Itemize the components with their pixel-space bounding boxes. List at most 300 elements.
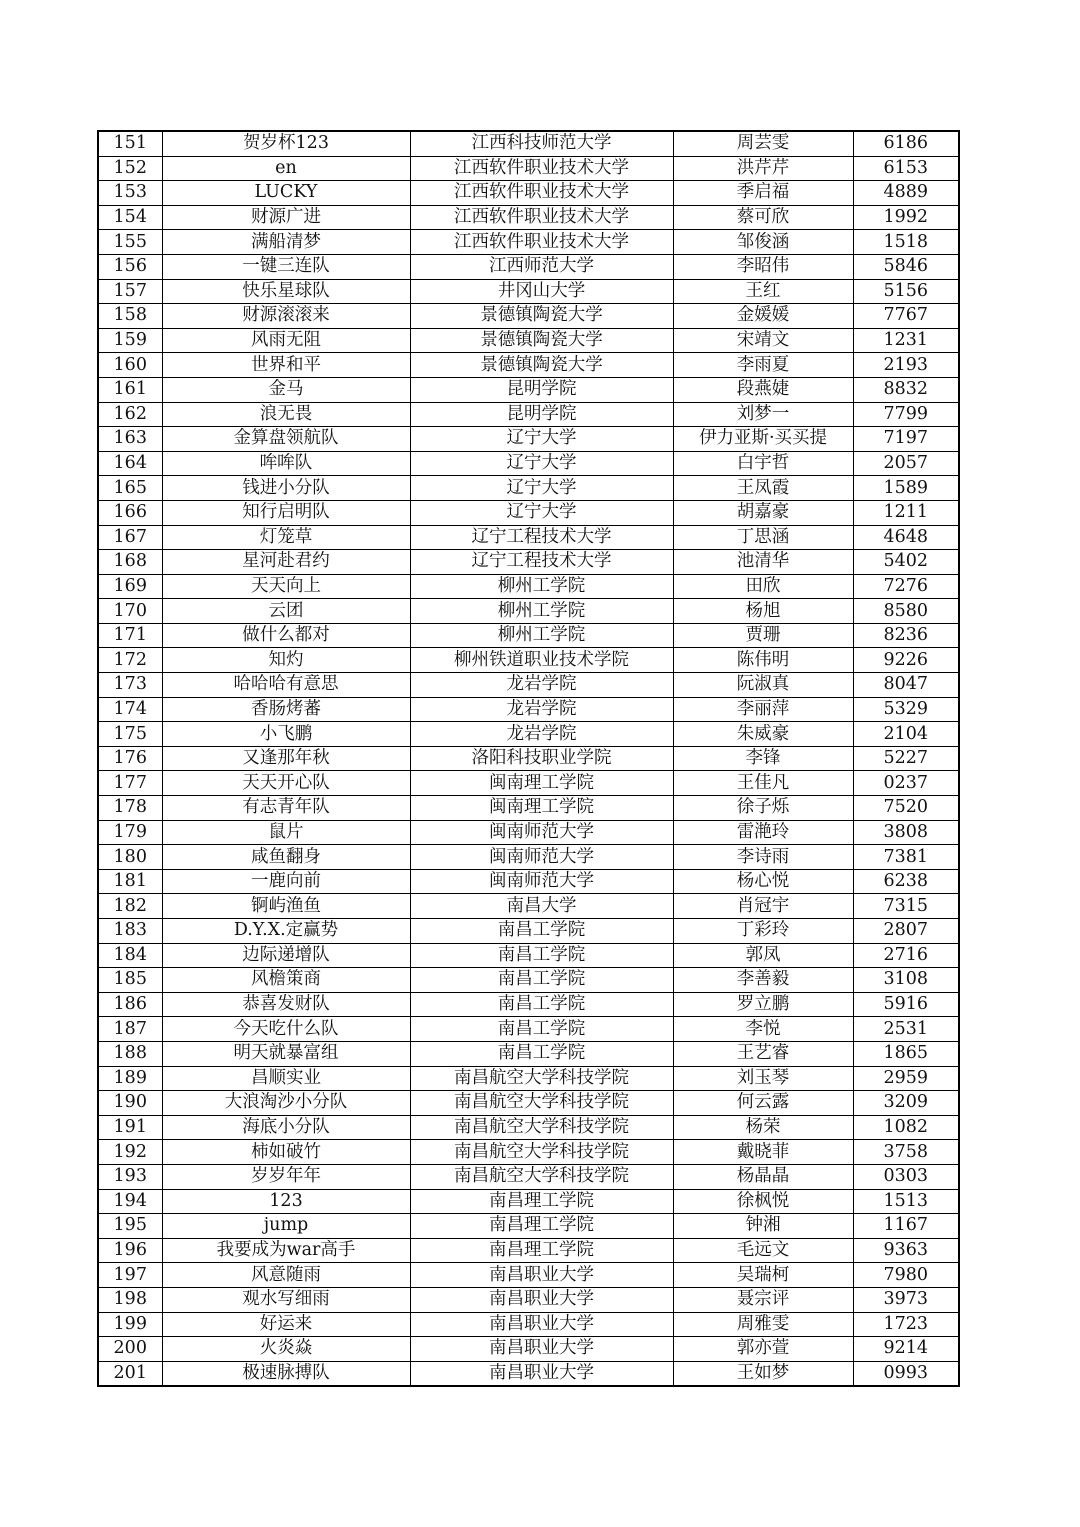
team-name-cell: 哈哈哈有意思 [162,673,410,698]
table-row [98,1214,959,1239]
captain-name-cell: 季启福 [673,181,853,206]
captain-name-cell: 金媛媛 [673,304,853,329]
table-row [98,919,959,944]
team-name-cell: LUCKY [162,181,410,206]
table-row [98,451,959,476]
team-name-cell: 锕屿渔鱼 [162,894,410,919]
school-name-cell: 南昌航空大学科技学院 [410,1115,673,1140]
school-name-cell: 景德镇陶瓷大学 [410,304,673,329]
row-number-cell: 195 [98,1214,162,1239]
row-number-cell: 189 [98,1066,162,1091]
team-name-cell: 昌顺实业 [162,1066,410,1091]
team-code-cell: 2959 [853,1066,959,1091]
team-name-cell: 贺岁杯123 [162,131,410,156]
team-code-cell: 1723 [853,1312,959,1337]
row-number-cell: 186 [98,992,162,1017]
captain-name-cell: 罗立鹏 [673,992,853,1017]
table-row [98,771,959,796]
captain-name-cell: 池清华 [673,550,853,575]
school-name-cell: 井冈山大学 [410,279,673,304]
captain-name-cell: 杨晶晶 [673,1164,853,1189]
table-row [98,746,959,771]
captain-name-cell: 肖冠宇 [673,894,853,919]
table-row [98,1312,959,1337]
row-number-cell: 200 [98,1337,162,1362]
table-row [98,1017,959,1042]
captain-name-cell: 丁思涵 [673,525,853,550]
team-name-cell: 风雨无阻 [162,328,410,353]
captain-name-cell: 段燕婕 [673,377,853,402]
table-row [98,673,959,698]
row-number-cell: 196 [98,1238,162,1263]
row-number-cell: 177 [98,771,162,796]
team-code-cell: 0237 [853,771,959,796]
captain-name-cell: 王红 [673,279,853,304]
team-code-cell: 0303 [853,1164,959,1189]
table-row [98,1263,959,1288]
team-code-cell: 4889 [853,181,959,206]
team-name-cell: 哞哞队 [162,451,410,476]
team-code-cell: 1211 [853,500,959,525]
captain-name-cell: 郭凤 [673,943,853,968]
team-code-cell: 3758 [853,1140,959,1165]
captain-name-cell: 王凤霞 [673,476,853,501]
table-row [98,648,959,673]
row-number-cell: 170 [98,599,162,624]
table-row [98,1361,959,1386]
row-number-cell: 162 [98,402,162,427]
captain-name-cell: 雷滟玲 [673,820,853,845]
row-number-cell: 175 [98,722,162,747]
school-name-cell: 闽南理工学院 [410,771,673,796]
row-number-cell: 160 [98,353,162,378]
team-name-cell: 柿如破竹 [162,1140,410,1165]
captain-name-cell: 徐子烁 [673,796,853,821]
table-row [98,796,959,821]
table-row [98,623,959,648]
school-name-cell: 南昌职业大学 [410,1312,673,1337]
captain-name-cell: 王如梦 [673,1361,853,1386]
row-number-cell: 157 [98,279,162,304]
table-row [98,599,959,624]
row-number-cell: 153 [98,181,162,206]
row-number-cell: 167 [98,525,162,550]
row-number-cell: 184 [98,943,162,968]
captain-name-cell: 杨旭 [673,599,853,624]
captain-name-cell: 郭亦萱 [673,1337,853,1362]
team-name-cell: 有志青年队 [162,796,410,821]
row-number-cell: 176 [98,746,162,771]
school-name-cell: 柳州工学院 [410,599,673,624]
captain-name-cell: 宋靖文 [673,328,853,353]
team-name-cell: 做什么都对 [162,623,410,648]
row-number-cell: 161 [98,377,162,402]
team-code-cell: 1231 [853,328,959,353]
team-code-cell: 3808 [853,820,959,845]
team-name-cell: 灯笼草 [162,525,410,550]
captain-name-cell: 邹俊涵 [673,230,853,255]
school-name-cell: 南昌航空大学科技学院 [410,1164,673,1189]
team-name-cell: 极速脉搏队 [162,1361,410,1386]
team-name-cell: 岁岁年年 [162,1164,410,1189]
school-name-cell: 南昌理工学院 [410,1189,673,1214]
captain-name-cell: 田欣 [673,574,853,599]
team-code-cell: 2716 [853,943,959,968]
team-code-cell: 8047 [853,673,959,698]
captain-name-cell: 李丽萍 [673,697,853,722]
school-name-cell: 辽宁大学 [410,427,673,452]
school-name-cell: 南昌航空大学科技学院 [410,1140,673,1165]
table-row [98,230,959,255]
captain-name-cell: 贾珊 [673,623,853,648]
team-code-cell: 5402 [853,550,959,575]
row-number-cell: 180 [98,845,162,870]
table-row [98,279,959,304]
team-code-cell: 5916 [853,992,959,1017]
team-name-cell: D.Y.X.定赢势 [162,919,410,944]
school-name-cell: 辽宁工程技术大学 [410,550,673,575]
school-name-cell: 南昌工学院 [410,992,673,1017]
team-name-cell: 金算盘领航队 [162,427,410,452]
school-name-cell: 昆明学院 [410,377,673,402]
captain-name-cell: 何云露 [673,1091,853,1116]
captain-name-cell: 白宇哲 [673,451,853,476]
table-row [98,156,959,181]
team-name-cell: 123 [162,1189,410,1214]
school-name-cell: 闽南师范大学 [410,869,673,894]
table-row [98,697,959,722]
team-name-cell: 小飞鹏 [162,722,410,747]
team-name-cell: 又逢那年秋 [162,746,410,771]
team-code-cell: 1589 [853,476,959,501]
team-code-cell: 2807 [853,919,959,944]
team-name-cell: 我要成为war高手 [162,1238,410,1263]
school-name-cell: 南昌职业大学 [410,1263,673,1288]
table-row [98,1238,959,1263]
team-table [97,130,960,1387]
school-name-cell: 洛阳科技职业学院 [410,746,673,771]
team-code-cell: 9214 [853,1337,959,1362]
captain-name-cell: 李雨夏 [673,353,853,378]
row-number-cell: 178 [98,796,162,821]
team-code-cell: 6238 [853,869,959,894]
row-number-cell: 201 [98,1361,162,1386]
captain-name-cell: 李善毅 [673,968,853,993]
table-row [98,845,959,870]
row-number-cell: 182 [98,894,162,919]
team-code-cell: 2531 [853,1017,959,1042]
captain-name-cell: 朱威豪 [673,722,853,747]
captain-name-cell: 王佳凡 [673,771,853,796]
captain-name-cell: 阮淑真 [673,673,853,698]
table-row [98,525,959,550]
school-name-cell: 辽宁大学 [410,500,673,525]
team-name-cell: 天天开心队 [162,771,410,796]
table-row [98,1091,959,1116]
team-code-cell: 5156 [853,279,959,304]
captain-name-cell: 周雅雯 [673,1312,853,1337]
school-name-cell: 闽南师范大学 [410,845,673,870]
captain-name-cell: 李悦 [673,1017,853,1042]
team-code-cell: 6186 [853,131,959,156]
team-code-cell: 1513 [853,1189,959,1214]
table-row [98,869,959,894]
table-row [98,550,959,575]
school-name-cell: 辽宁大学 [410,451,673,476]
team-code-cell: 7276 [853,574,959,599]
row-number-cell: 171 [98,623,162,648]
school-name-cell: 柳州工学院 [410,623,673,648]
school-name-cell: 江西软件职业技术大学 [410,181,673,206]
row-number-cell: 179 [98,820,162,845]
team-code-cell: 6153 [853,156,959,181]
school-name-cell: 柳州工学院 [410,574,673,599]
table-row [98,943,959,968]
row-number-cell: 198 [98,1287,162,1312]
team-code-cell: 7767 [853,304,959,329]
school-name-cell: 南昌工学院 [410,1017,673,1042]
school-name-cell: 南昌职业大学 [410,1337,673,1362]
team-code-cell: 1865 [853,1041,959,1066]
team-code-cell: 2104 [853,722,959,747]
row-number-cell: 190 [98,1091,162,1116]
team-name-cell: 火炎焱 [162,1337,410,1362]
row-number-cell: 185 [98,968,162,993]
school-name-cell: 龙岩学院 [410,697,673,722]
school-name-cell: 南昌工学院 [410,1041,673,1066]
table-row [98,1115,959,1140]
team-code-cell: 4648 [853,525,959,550]
table-row [98,500,959,525]
team-name-cell: 满船清梦 [162,230,410,255]
school-name-cell: 龙岩学院 [410,722,673,747]
team-code-cell: 9363 [853,1238,959,1263]
team-code-cell: 3209 [853,1091,959,1116]
captain-name-cell: 李昭伟 [673,254,853,279]
team-name-cell: 今天吃什么队 [162,1017,410,1042]
team-table-body [98,131,959,1386]
team-name-cell: 一键三连队 [162,254,410,279]
table-row [98,722,959,747]
team-code-cell: 3108 [853,968,959,993]
row-number-cell: 168 [98,550,162,575]
team-name-cell: 财源广进 [162,205,410,230]
team-code-cell: 5846 [853,254,959,279]
table-row [98,1287,959,1312]
school-name-cell: 江西科技师范大学 [410,131,673,156]
team-code-cell: 5227 [853,746,959,771]
captain-name-cell: 李诗雨 [673,845,853,870]
team-name-cell: 咸鱼翻身 [162,845,410,870]
row-number-cell: 181 [98,869,162,894]
team-name-cell: 海底小分队 [162,1115,410,1140]
team-code-cell: 1167 [853,1214,959,1239]
team-name-cell: 香肠烤蕃 [162,697,410,722]
table-row [98,205,959,230]
team-name-cell: 浪无畏 [162,402,410,427]
team-code-cell: 1082 [853,1115,959,1140]
team-code-cell: 5329 [853,697,959,722]
captain-name-cell: 吴瑞柯 [673,1263,853,1288]
table-row [98,131,959,156]
captain-name-cell: 周芸雯 [673,131,853,156]
team-name-cell: 星河赴君约 [162,550,410,575]
team-code-cell: 7980 [853,1263,959,1288]
table-row [98,328,959,353]
school-name-cell: 景德镇陶瓷大学 [410,328,673,353]
team-code-cell: 7381 [853,845,959,870]
team-name-cell: 鼠片 [162,820,410,845]
table-row [98,1066,959,1091]
captain-name-cell: 蔡可欣 [673,205,853,230]
row-number-cell: 187 [98,1017,162,1042]
captain-name-cell: 刘梦一 [673,402,853,427]
captain-name-cell: 聂宗评 [673,1287,853,1312]
school-name-cell: 南昌理工学院 [410,1238,673,1263]
team-name-cell: 知行启明队 [162,500,410,525]
team-name-cell: 边际递增队 [162,943,410,968]
table-row [98,1041,959,1066]
team-code-cell: 8832 [853,377,959,402]
table-row [98,476,959,501]
captain-name-cell: 洪芹芹 [673,156,853,181]
team-code-cell: 7197 [853,427,959,452]
row-number-cell: 152 [98,156,162,181]
row-number-cell: 169 [98,574,162,599]
school-name-cell: 龙岩学院 [410,673,673,698]
team-code-cell: 1518 [853,230,959,255]
team-name-cell: 恭喜发财队 [162,992,410,1017]
row-number-cell: 159 [98,328,162,353]
captain-name-cell: 刘玉琴 [673,1066,853,1091]
team-name-cell: 一鹿向前 [162,869,410,894]
school-name-cell: 闽南师范大学 [410,820,673,845]
row-number-cell: 173 [98,673,162,698]
school-name-cell: 南昌理工学院 [410,1214,673,1239]
team-name-cell: 钱进小分队 [162,476,410,501]
row-number-cell: 163 [98,427,162,452]
team-code-cell: 9226 [853,648,959,673]
captain-name-cell: 陈伟明 [673,648,853,673]
table-row [98,992,959,1017]
captain-name-cell: 钟湘 [673,1214,853,1239]
row-number-cell: 192 [98,1140,162,1165]
team-name-cell: jump [162,1214,410,1239]
team-name-cell: 大浪淘沙小分队 [162,1091,410,1116]
row-number-cell: 197 [98,1263,162,1288]
team-code-cell: 8236 [853,623,959,648]
school-name-cell: 南昌航空大学科技学院 [410,1066,673,1091]
team-code-cell: 2193 [853,353,959,378]
school-name-cell: 南昌工学院 [410,968,673,993]
team-name-cell: en [162,156,410,181]
table-row [98,820,959,845]
school-name-cell: 辽宁工程技术大学 [410,525,673,550]
school-name-cell: 辽宁大学 [410,476,673,501]
row-number-cell: 172 [98,648,162,673]
team-name-cell: 知灼 [162,648,410,673]
row-number-cell: 191 [98,1115,162,1140]
team-name-cell: 风意随雨 [162,1263,410,1288]
team-code-cell: 7799 [853,402,959,427]
table-row [98,1140,959,1165]
team-code-cell: 8580 [853,599,959,624]
team-name-cell: 观水写细雨 [162,1287,410,1312]
captain-name-cell: 杨荣 [673,1115,853,1140]
captain-name-cell: 毛远文 [673,1238,853,1263]
row-number-cell: 155 [98,230,162,255]
team-name-cell: 好运来 [162,1312,410,1337]
school-name-cell: 景德镇陶瓷大学 [410,353,673,378]
team-code-cell: 0993 [853,1361,959,1386]
row-number-cell: 151 [98,131,162,156]
captain-name-cell: 伊力亚斯·买买提 [673,427,853,452]
school-name-cell: 闽南理工学院 [410,796,673,821]
table-row [98,181,959,206]
row-number-cell: 194 [98,1189,162,1214]
team-code-cell: 7520 [853,796,959,821]
team-code-cell: 3973 [853,1287,959,1312]
school-name-cell: 柳州铁道职业技术学院 [410,648,673,673]
table-row [98,1337,959,1362]
row-number-cell: 158 [98,304,162,329]
row-number-cell: 199 [98,1312,162,1337]
school-name-cell: 江西师范大学 [410,254,673,279]
team-name-cell: 快乐星球队 [162,279,410,304]
team-name-cell: 世界和平 [162,353,410,378]
team-code-cell: 2057 [853,451,959,476]
row-number-cell: 174 [98,697,162,722]
table-row [98,894,959,919]
captain-name-cell: 戴晓菲 [673,1140,853,1165]
captain-name-cell: 徐枫悦 [673,1189,853,1214]
school-name-cell: 南昌职业大学 [410,1287,673,1312]
row-number-cell: 156 [98,254,162,279]
table-row [98,304,959,329]
table-row [98,254,959,279]
table-row [98,427,959,452]
row-number-cell: 166 [98,500,162,525]
captain-name-cell: 胡嘉豪 [673,500,853,525]
school-name-cell: 南昌大学 [410,894,673,919]
school-name-cell: 昆明学院 [410,402,673,427]
team-name-cell: 财源滚滚来 [162,304,410,329]
captain-name-cell: 杨心悦 [673,869,853,894]
row-number-cell: 154 [98,205,162,230]
team-code-cell: 1992 [853,205,959,230]
captain-name-cell: 李锋 [673,746,853,771]
row-number-cell: 188 [98,1041,162,1066]
row-number-cell: 183 [98,919,162,944]
school-name-cell: 江西软件职业技术大学 [410,230,673,255]
team-name-cell: 风檐策商 [162,968,410,993]
school-name-cell: 南昌工学院 [410,919,673,944]
table-row [98,353,959,378]
row-number-cell: 164 [98,451,162,476]
table-row [98,1164,959,1189]
row-number-cell: 193 [98,1164,162,1189]
row-number-cell: 165 [98,476,162,501]
school-name-cell: 江西软件职业技术大学 [410,156,673,181]
school-name-cell: 南昌职业大学 [410,1361,673,1386]
table-row [98,402,959,427]
team-name-cell: 明天就暴富组 [162,1041,410,1066]
captain-name-cell: 王艺睿 [673,1041,853,1066]
table-row [98,968,959,993]
team-name-cell: 金马 [162,377,410,402]
school-name-cell: 南昌航空大学科技学院 [410,1091,673,1116]
team-code-cell: 7315 [853,894,959,919]
